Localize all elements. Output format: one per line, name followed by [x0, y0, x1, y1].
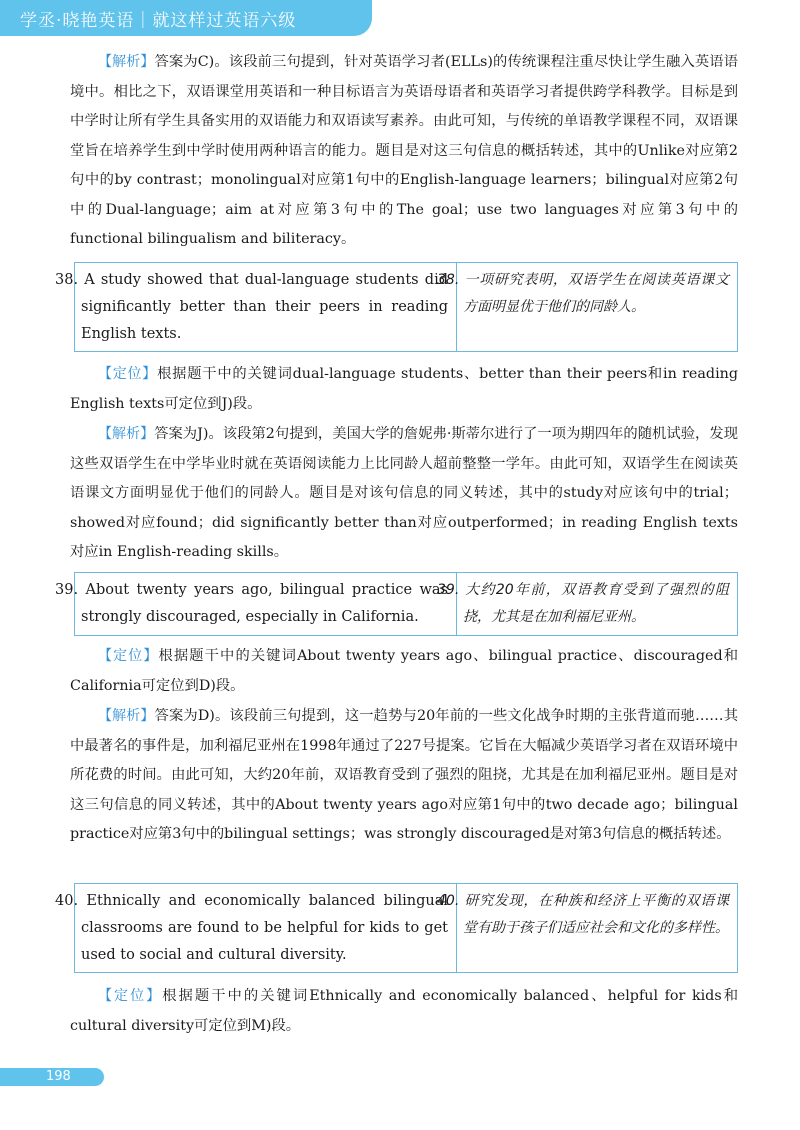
locate-paragraph-38	[70, 360, 738, 419]
locate-text: 根据题干中的关键词Ethnically and economically balanced、helpful for kids和cultural diversity可定位到M)段。	[70, 988, 739, 1034]
question-chinese: 39. 大约20年前，双语教育受到了强烈的阻挠，尤其是在加利福尼亚州。	[437, 582, 729, 625]
question-chinese: 40. 研究发现，在种族和经济上平衡的双语课堂有助于孩子们适应社会和文化的多样性。	[437, 893, 729, 936]
analysis-paragraph-38	[70, 420, 738, 568]
analysis-text: 答案为C)。该段前三句提到，针对英语学习者(ELLs)的传统课程注重尽快让学生融入英语语境中。相比之下，双语课堂用英语和一种目标语言为英语母语者和英语学习者提供跨学科教学。目标是到中学时让所有学生具备实用的双语能力和双语读写素养。由此可知，与传统的单语教学课程不同，双语课堂旨在培养学生到中学时使用两种语言的能力。题目是对这三句信息的概括转述，其中的Unlike对应第2句中的by contrast；monolingual对应第1句中的English-language learners；bilingual对应第2句中的Dual-language；aim at对应第3句中的The goal；use two languages对应第3句中的functional bilingualism and biliteracy。	[70, 54, 739, 247]
locate-text: 根据题干中的关键词About twenty years ago、bilingual practice、discouraged和California可定位到D)段。	[70, 648, 739, 694]
analysis-paragraph-37	[70, 48, 738, 255]
locate-paragraph-40	[70, 982, 738, 1041]
header-title: 学丞·晓艳英语｜就这样过英语六级	[20, 11, 297, 31]
analysis-text: 答案为D)。该段前三句提到，这一趋势与20年前的一些文化战争时期的主张背道而驰……其中最著名的事件是，加利福尼亚州在1998年通过了227号提案。它旨在大幅减少英语学习者在双语环境中所花费的时间。由此可知，大约20年前，双语教育受到了强烈的阻挠，尤其是在加利福尼亚州。题目是对这三句信息的同义转述，其中的About twenty years ago对应第1句中的two decade ago；bilingual practice对应第3句中的bilingual settings；was strongly discouraged是对第3句信息的概括转述。	[70, 708, 739, 842]
locate-paragraph-39	[70, 642, 738, 701]
question-box-38	[55, 262, 738, 352]
analysis-tag: 【解析】	[98, 708, 155, 724]
locate-tag: 【定位】	[98, 988, 163, 1004]
page-number: 198	[46, 1069, 71, 1084]
analysis-tag: 【解析】	[98, 54, 155, 70]
question-box-39	[55, 572, 738, 636]
analysis-paragraph-39	[70, 702, 738, 850]
question-english: 39. About twenty years ago, bilingual practice was strongly discouraged, especially in California.	[75, 573, 457, 635]
question-english: 40. Ethnically and economically balanced bilingual classrooms are found to be helpful for kids to get used to social and cultural diversity.	[75, 884, 457, 972]
question-box-40	[55, 883, 738, 973]
analysis-text: 答案为J)。该段第2句提到，美国大学的詹妮弗·斯蒂尔进行了一项为期四年的随机试验，发现这些双语学生在中学毕业时就在英语阅读能力上比同龄人超前整整一学年。由此可知，双语学生在阅读英语课文方面明显优于他们的同龄人。题目是对该句信息的同义转述，其中的study对应该句中的trial；showed对应found；did significantly better than对应outperformed；in reading English texts对应in English-reading skills。	[70, 426, 739, 560]
analysis-tag: 【解析】	[98, 426, 155, 442]
locate-text: 根据题干中的关键词dual-language students、better than their peers和in reading English texts可定位到J)段。	[70, 366, 738, 412]
locate-tag: 【定位】	[98, 366, 158, 382]
locate-tag: 【定位】	[98, 648, 159, 664]
question-chinese: 38. 一项研究表明，双语学生在阅读英语课文方面明显优于他们的同龄人。	[437, 272, 729, 315]
question-english: 38. A study showed that dual-language students did significantly better than their peers in reading English texts.	[75, 263, 457, 351]
